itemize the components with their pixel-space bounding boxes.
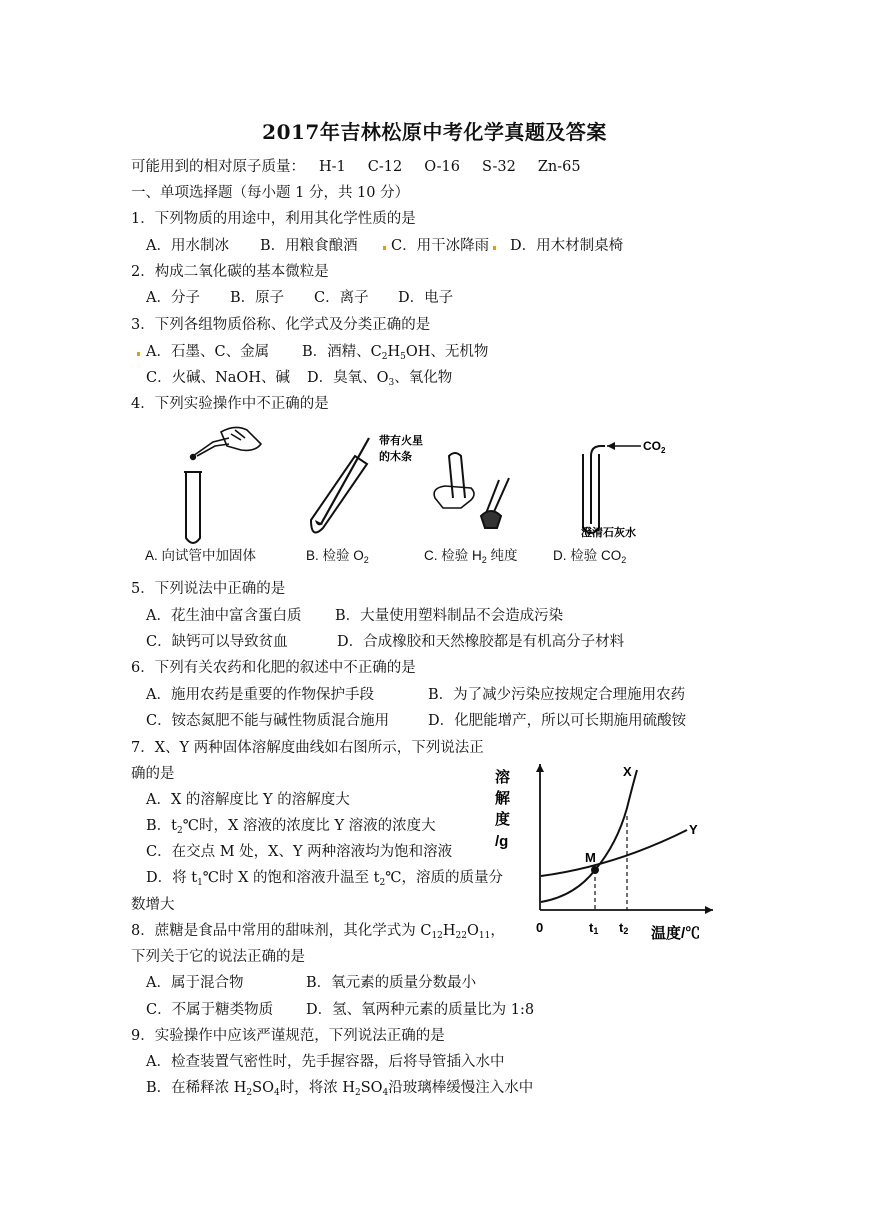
co2-label: CO [643,439,661,453]
limewater-tube-icon [583,446,605,533]
caption-d: D. 检验 $CO_2$ [553,548,627,565]
q1-option-a: A．用水制冰 [146,238,229,254]
q6-option-a: A．施用农药是重要的作物保护手段 [146,687,374,703]
q8-stem-line2: 下列关于它的说法正确的是 [131,949,305,965]
q8-option-a: A．属于混合物 [146,975,244,991]
q1-option-c: C．用干冰降雨 [391,238,490,254]
q2-option-a: A．分子 [146,290,200,306]
q7-option-a: A．X 的溶解度比 Y 的溶解度大 [146,792,350,808]
alcohol-lamp-icon [481,478,509,528]
q8-option-d: D．氢、氧两种元素的质量比为 1:8 [306,1002,535,1018]
q2-stem: 2．构成二氧化碳的基本微粒是 [131,264,329,280]
caption-a: A. 向试管中加固体 [145,548,257,563]
q5-option-b: B．大量使用塑料制品不会造成污染 [335,608,564,624]
q3-option-d: D．臭氧、$O_3$、氧化物 [307,370,453,388]
q2-option-c: C．离子 [314,290,369,306]
y-label-4: /g [495,833,509,850]
solubility-curve-graph [495,758,720,948]
section-heading: 一、单项选择题（每小题 1 分，共 10 分） [131,185,410,201]
q6-stem: 6．下列有关农药和化肥的叙述中不正确的是 [131,660,416,676]
splint-label-line2: 的木条 [379,451,412,463]
q6-option-d: D．化肥能增产，所以可长期施用硫酸铵 [428,713,687,729]
svg-text:t2: t2 [619,920,629,936]
q1-option-d: D．用木材制桌椅 [510,238,624,254]
hand-icon [434,486,474,508]
label-x: X [623,764,632,779]
mass-c: C-12 [367,159,403,175]
y-label-3: 度 [495,811,511,828]
mass-h: H-1 [319,159,346,175]
splint-label-line1: 带有火星 [379,435,423,447]
page-title: 2017年吉林松原中考化学真题及答案 [262,120,607,144]
q5-option-a: A．花生油中富含蛋白质 [146,608,302,624]
x-axis-label: 温度/℃ [651,925,701,942]
q9-option-b: B．在稀释浓 $H_2SO_4$时，将浓 $H_2SO_4$沿玻璃棒缓慢注入水中 [146,1080,534,1098]
t2-label: t [619,920,624,935]
lab-operations-figure [131,416,731,568]
masses-label: 可能用到的相对原子质量： [131,159,305,175]
y-label-1: 溶 [495,769,511,786]
wooden-splint-icon [321,438,369,524]
caption-b: B. 检验 $O_2$ [306,548,369,565]
svg-text:t1: t1 [589,920,599,936]
mass-o: O-16 [424,159,461,175]
q9-option-a: A．检查装置气密性时，先手握容器，后将导管插入水中 [146,1054,505,1070]
q7-option-d: D．将 $t_1℃$时 X 的饱和溶液升温至 $t_2℃$，溶质的质量分 [146,870,503,888]
label-m: M [585,850,596,865]
q1-option-b: B．用粮食酿酒 [260,238,358,254]
hydrogen-tube-icon [449,453,465,498]
mass-s: S-32 [482,159,516,175]
curve-x [541,770,637,902]
origin-label: 0 [536,920,544,935]
q6-option-b: B．为了减少污染应按规定合理施用农药 [428,687,686,703]
q8-stem-line1: 8．蔗糖是食品中常用的甜味剂，其化学式为 $C_{12}H_{22}O_{11}$， [131,923,505,941]
atomic-masses [131,158,603,176]
limewater-label: 澄清石灰水 [581,527,636,539]
test-tube-icon [184,472,202,543]
mass-zn: Zn-65 [537,159,581,175]
q5-option-c: C．缺钙可以导致贫血 [146,634,288,650]
q4-stem: 4．下列实验操作中不正确的是 [131,396,329,412]
q9-stem: 9．实验操作中应该严谨规范，下列说法正确的是 [131,1028,445,1044]
q7-option-b: B．$t_2℃$时，X 溶液的浓度比 Y 溶液的浓度大 [146,818,436,836]
intersection-point-m [591,866,599,874]
t1-label: t [589,920,594,935]
y-label-2: 解 [495,790,511,807]
q7-stem-line2: 确的是 [131,766,175,782]
solubility-chart [495,758,720,948]
q7-stem-line1: 7．X、Y 两种固体溶解度曲线如右图所示，下列说法正 [131,740,484,756]
q2-option-b: B．原子 [230,290,285,306]
q7-option-c: C．在交点 M 处，X、Y 两种溶液均为饱和溶液 [146,844,453,860]
mark-dot [383,246,386,250]
svg-text:CO2: $CO_2$ [643,439,666,455]
q6-option-c: C．铵态氮肥不能与碱性物质混合施用 [146,713,390,729]
caption-c: C. 检验 $H_2$ 纯度 [424,548,518,565]
hand-tweezers-icon [193,427,261,456]
q5-option-d: D．合成橡胶和天然橡胶都是有机高分子材料 [337,634,625,650]
inclined-test-tube-icon [311,456,367,533]
q1-stem: 1．下列物质的用途中，利用其化学性质的是 [131,211,416,227]
q3-option-a: A．石墨、C、金属 [146,344,270,360]
mark-dot [137,352,140,356]
curve-y [541,830,687,876]
label-y: Y [689,822,698,837]
q7-option-d-line2: 数增大 [131,897,175,913]
q3-stem: 3．下列各组物质俗称、化学式及分类正确的是 [131,317,431,333]
q3-option-b: B．酒精、$C_2H_5OH$、无机物 [302,344,489,362]
q3-option-c: C．火碱、NaOH、碱 [146,370,290,386]
q5-stem: 5．下列说法中正确的是 [131,581,286,597]
q8-option-c: C．不属于糖类物质 [146,1002,274,1018]
mark-dot [493,246,496,250]
q8-option-b: B．氧元素的质量分数最小 [306,975,477,991]
q2-option-d: D．电子 [398,290,454,306]
